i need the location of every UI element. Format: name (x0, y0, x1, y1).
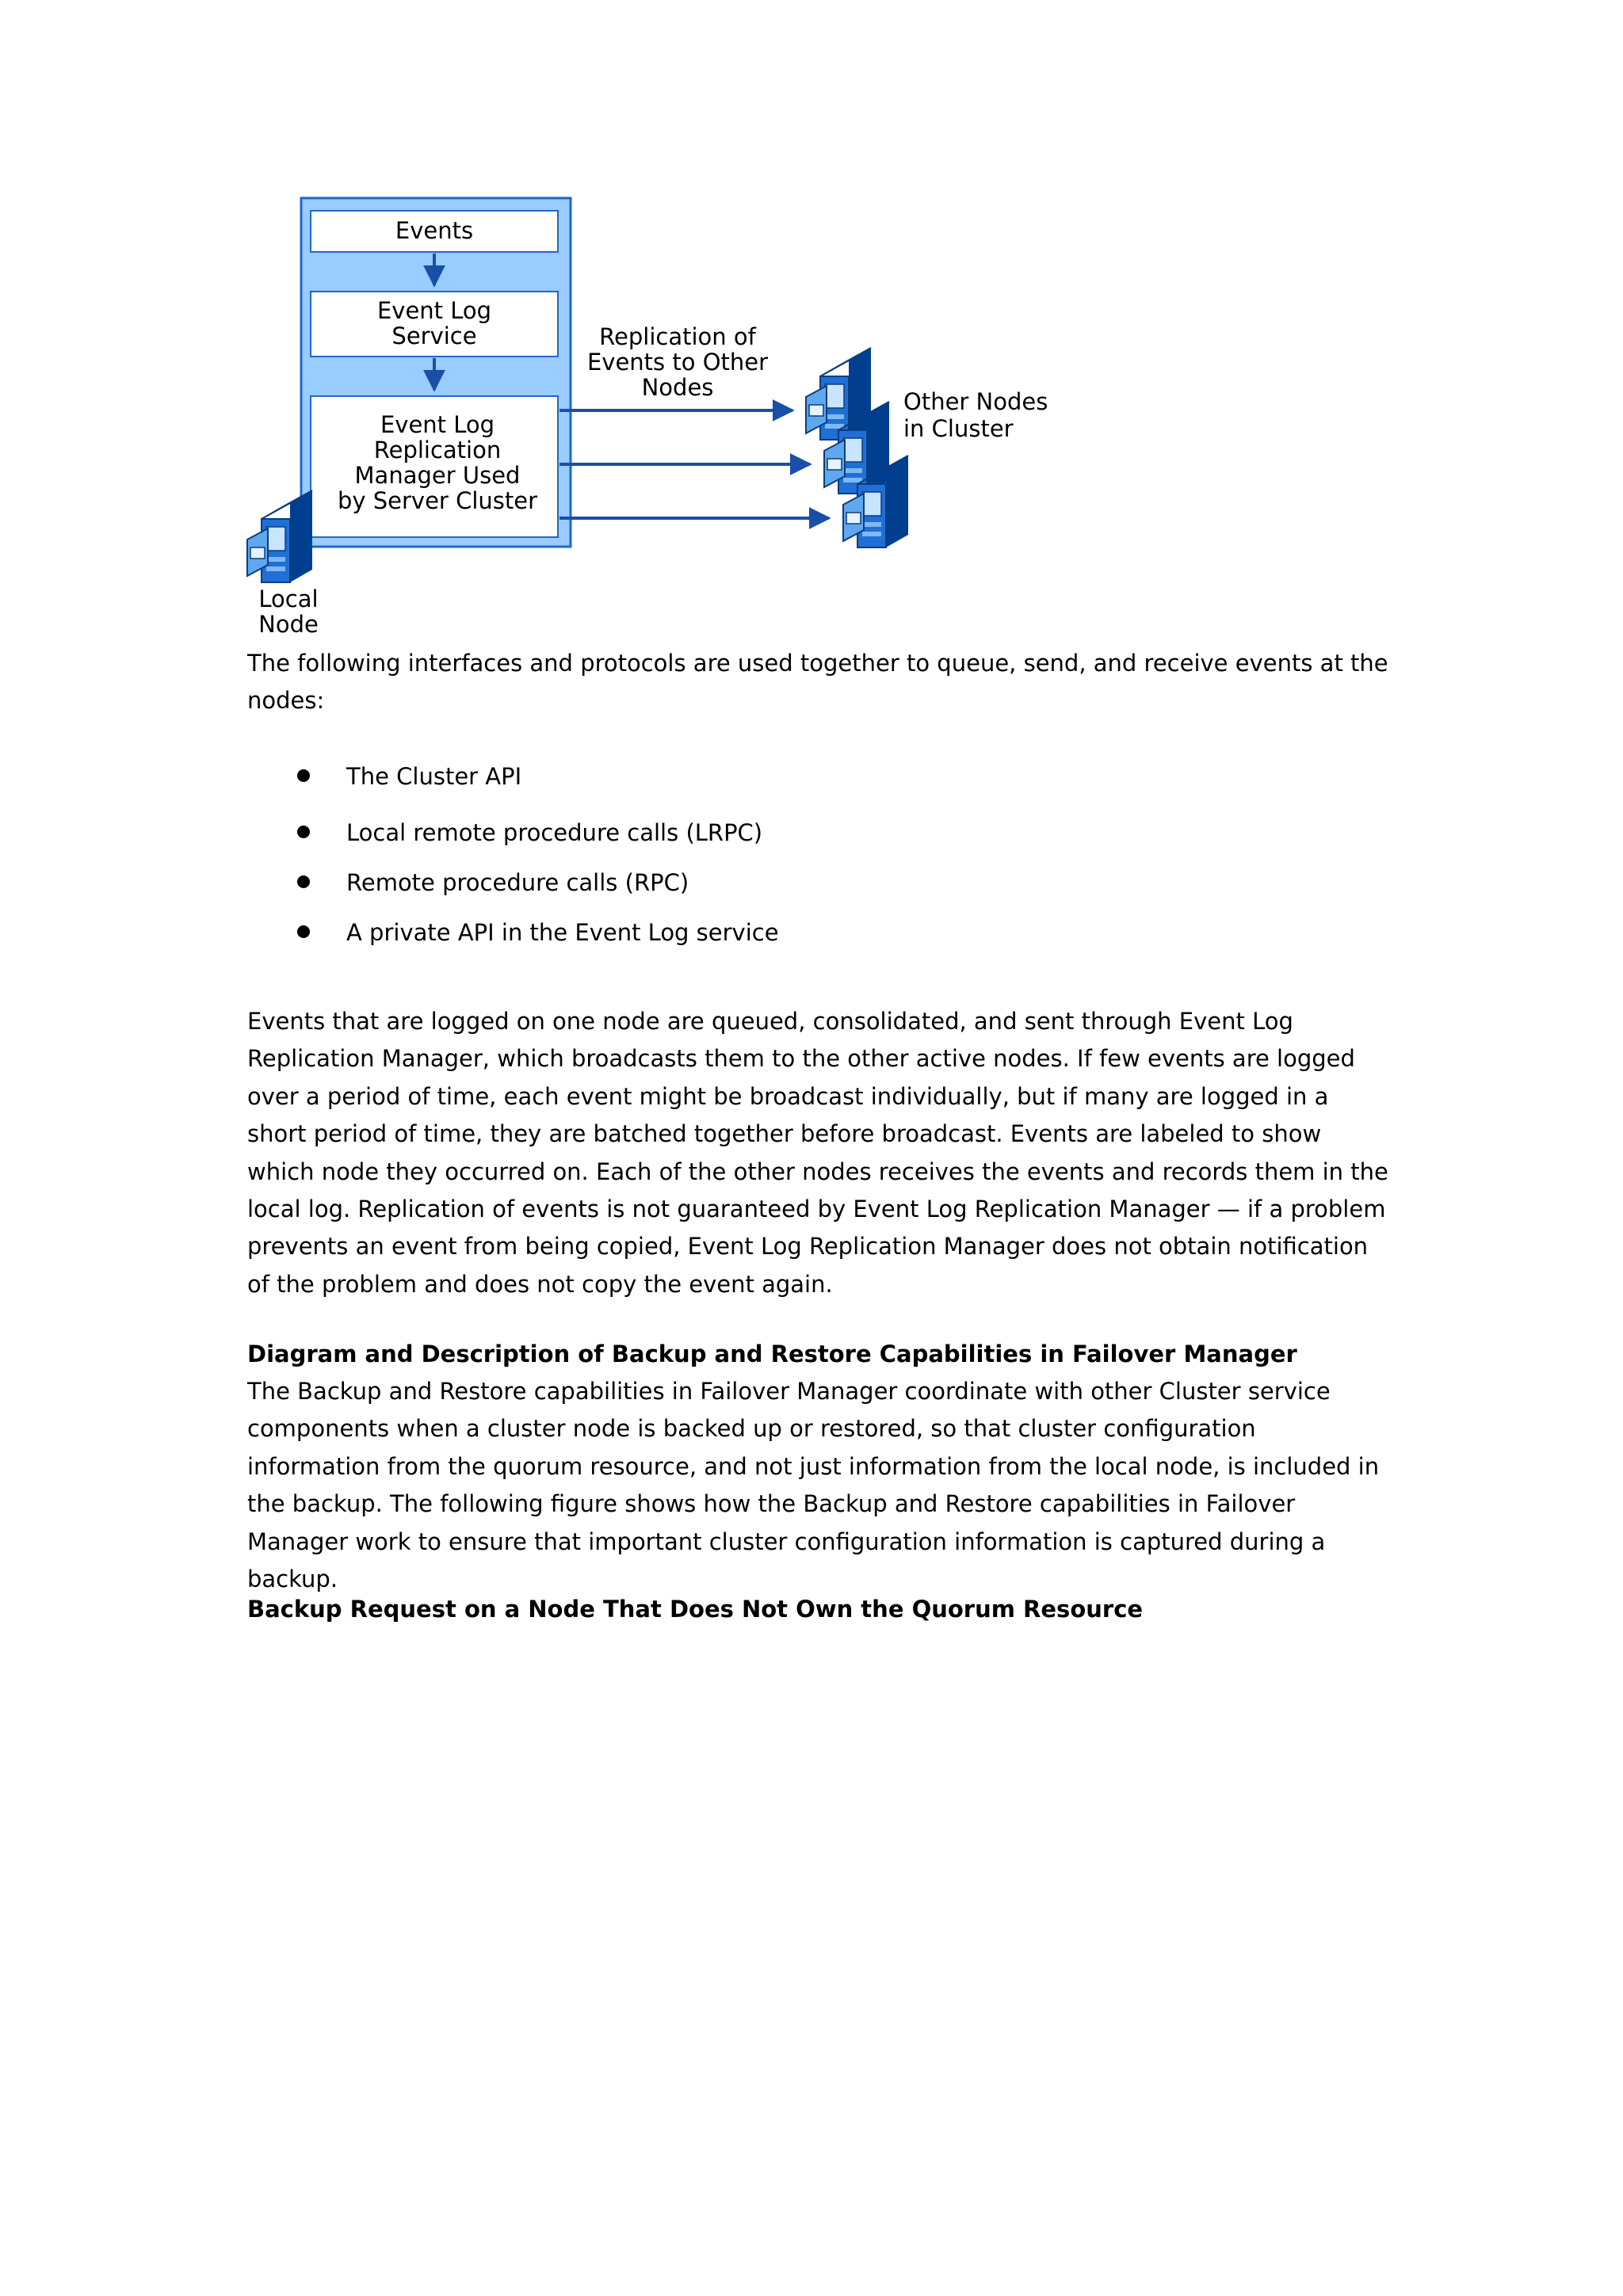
bullet-icon (297, 769, 310, 782)
event-log-service-label-1: Event Log (376, 297, 492, 324)
section-heading: Diagram and Description of Backup and Restore Capabilities in Failover Manager (247, 1341, 1297, 1367)
figure-heading: Backup Request on a Node That Does Not Own the Quorum Resource (247, 1596, 1144, 1623)
other-nodes-label-2: in Cluster (903, 415, 1014, 442)
backup-restore-paragraph: The Backup and Restore capabilities in Failover Manager coordinate with other Cluster service components when a cluster node is backed up or restored, so that cluster configuration information from the quorum resource, and not just information from the local node, is included in the backup. The following figure shows how the Backup and Restore capabilities in Failover Manager work to ensure that important cluster configuration information is captured during a backup. (247, 1378, 1380, 1593)
list-item-text: Remote procedure calls (RPC) (346, 869, 689, 896)
bullet-icon (297, 826, 310, 838)
replication-paragraph: Events that are logged on one node are queued, consolidated, and sent through Event Log Replication Manager, which broadcasts them to the other active nodes. If few events are logged over a period of time, each event might be broadcast individually, but if many are logged in a short period of time, they are batched together before broadcast. Events are labeled to show which node they occurred on. Each of the other nodes receives the events and records them in the local log. Replication of events is not guaranteed by Event Log Replication Manager — if a problem prevents an event from being copied, Event Log Replication Manager does not obtain notification of the problem and does not copy the event again. (247, 1008, 1388, 1298)
event-log-service-label-2: Service (391, 322, 477, 349)
list-item-text: A private API in the Event Log service (346, 919, 779, 946)
replication-label-2: Events to Other (586, 349, 769, 376)
list-item-text: Local remote procedure calls (LRPC) (346, 819, 763, 846)
replication-manager-label-4: by Server Cluster (337, 487, 538, 514)
server-icon (806, 348, 871, 440)
replication-label-1: Replication of (599, 323, 756, 350)
events-box-label: Events (395, 217, 474, 244)
intro-paragraph: The following interfaces and protocols are used together to queue, send, and receive events at the nodes: (247, 650, 1388, 715)
event-log-replication-diagram (238, 190, 1078, 650)
list-item-text: The Cluster API (346, 763, 522, 790)
replication-manager-label-3: Manager Used (354, 462, 521, 489)
local-node-label-1: Local (258, 585, 319, 612)
replication-manager-label-1: Event Log (380, 411, 495, 438)
bullet-icon (297, 925, 310, 938)
other-nodes-label-1: Other Nodes (903, 388, 1048, 415)
server-icon (247, 490, 312, 582)
replication-manager-label-2: Replication (373, 437, 502, 463)
replication-label-3: Nodes (641, 374, 714, 401)
bullet-icon (297, 875, 310, 888)
local-node-label-2: Node (258, 611, 319, 638)
